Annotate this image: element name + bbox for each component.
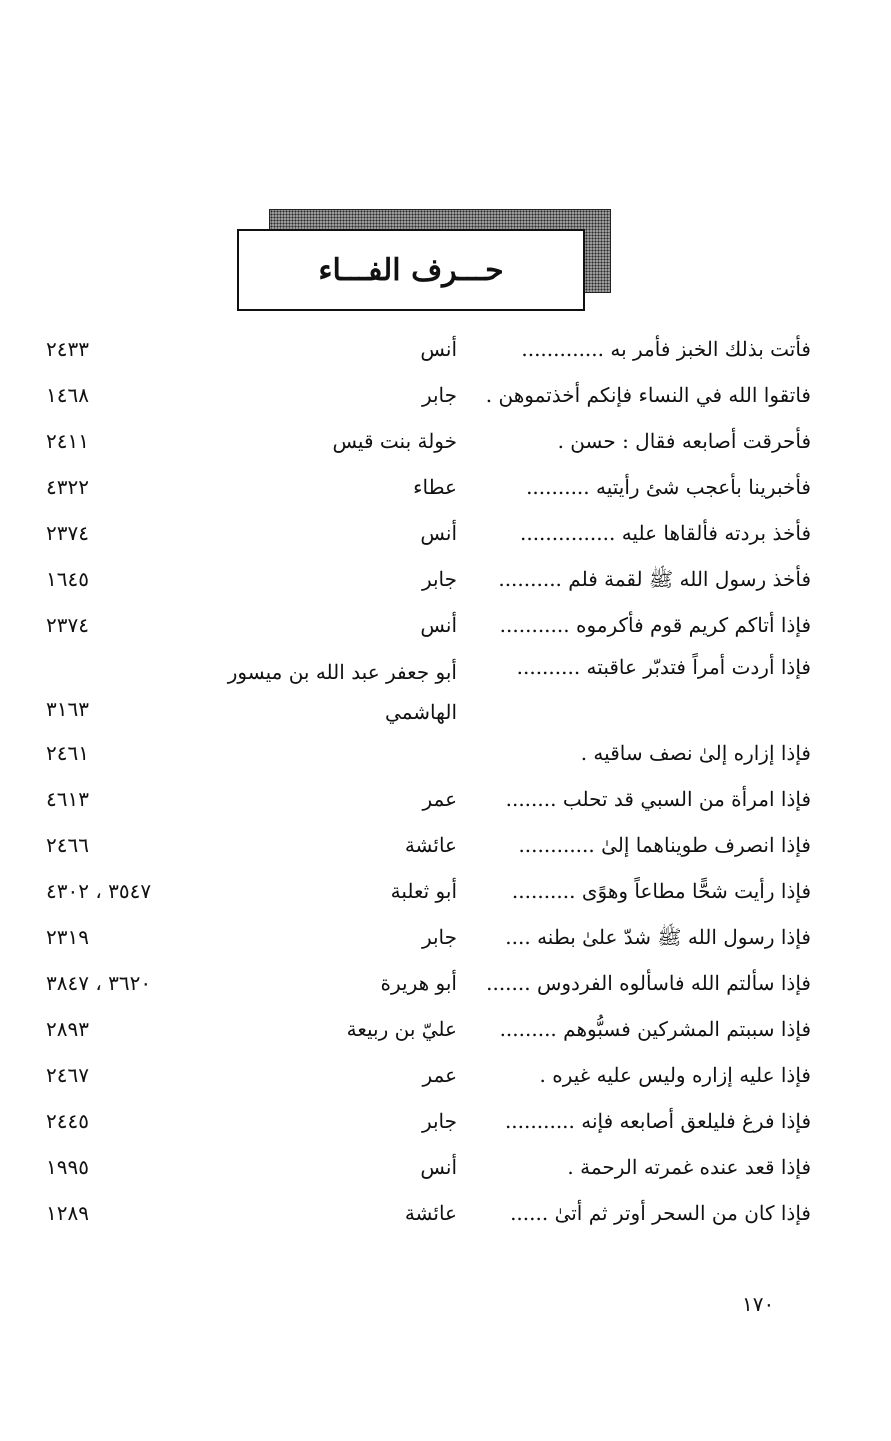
narrator: أبو هريرة	[380, 971, 457, 995]
narrator: جابر	[421, 1109, 457, 1133]
hadith-number: ٢٣١٩	[46, 925, 89, 949]
narrator: عليّ بن ربيعة	[346, 1017, 457, 1041]
narrator: أبو ثعلبة	[390, 879, 457, 903]
hadith-text: فأخذ رسول الله ﷺ لقمة فلم ..........	[498, 567, 811, 591]
narrator: أنس	[420, 521, 457, 545]
hadith-number: ٢٣٧٤	[46, 521, 89, 545]
hadith-number: ٢٤٣٣	[46, 337, 89, 361]
hadith-number: ٢٤٦٧	[46, 1063, 89, 1087]
hadith-text: فأحرقت أصابعه فقال : حسن .	[557, 429, 811, 453]
hadith-text: فأتت بذلك الخبز فأمر به .............	[521, 337, 811, 361]
hadith-text: فإذا أردت أمراً فتدبّر عاقبته ..........	[516, 655, 811, 679]
hadith-number: ٢٤٤٥	[46, 1109, 89, 1133]
hadith-text: فأخبرينا بأعجب شئ رأيتيه ..........	[526, 475, 811, 499]
narrator: خولة بنت قيس	[332, 429, 457, 453]
narrator: أنس	[420, 337, 457, 361]
hadith-text: فإذا رأيت شحًّا مطاعاً وهوًى ..........	[511, 879, 811, 903]
hadith-number: ٢٤١١	[46, 429, 89, 453]
hadith-number: ٣٦٢٠ ، ٣٨٤٧	[46, 971, 152, 995]
hadith-number: ٢٤٦٦	[46, 833, 89, 857]
hadith-number: ٤٦١٣	[46, 787, 89, 811]
hadith-number: ١٢٨٩	[46, 1201, 89, 1225]
hadith-number: ١٦٤٥	[46, 567, 89, 591]
hadith-text: فإذا عليه إزاره وليس عليه غيره .	[539, 1063, 811, 1087]
narrator: عائشة	[404, 833, 457, 857]
hadith-text: فإذا إزاره إلىٰ نصف ساقيه .	[580, 741, 811, 765]
narrator: جابر	[421, 567, 457, 591]
hadith-text: فإذا أتاكم كريم قوم فأكرموه ...........	[499, 613, 811, 637]
hadith-text: فأخذ بردته فألقاها عليه ...............	[519, 521, 811, 545]
hadith-text: فإذا رسول الله ﷺ شدّ علىٰ بطنه ....	[505, 925, 811, 949]
narrator: عمر	[422, 1063, 457, 1087]
hadith-number: ٢٣٧٤	[46, 613, 89, 637]
hadith-text: فاتقوا الله في النساء فإنكم أخذتموهن .	[485, 383, 811, 407]
hadith-text: فإذا انصرف طويناهما إلىٰ ............	[518, 833, 811, 857]
hadith-number: ٢٤٦١	[46, 741, 89, 765]
hadith-number: ١٤٦٨	[46, 383, 89, 407]
narrator: عطاء	[413, 475, 457, 499]
narrator: أبو جعفر عبد الله بن ميسور الهاشمي	[227, 660, 457, 724]
hadith-text: فإذا كان من السحر أوتر ثم أتىٰ ......	[510, 1201, 811, 1225]
hadith-number: ٣٥٤٧ ، ٤٣٠٢	[46, 879, 152, 903]
hadith-number: ٤٣٢٢	[46, 475, 89, 499]
hadith-text: فإذا فرغ فليلعق أصابعه فإنه ...........	[504, 1109, 811, 1133]
narrator: أنس	[420, 1155, 457, 1179]
hadith-text: فإذا امرأة من السبي قد تحلب ........	[505, 787, 811, 811]
narrator: عمر	[422, 787, 457, 811]
hadith-number: ٢٨٩٣	[46, 1017, 89, 1041]
hadith-text: فإذا سألتم الله فاسألوه الفردوس .......	[486, 971, 811, 995]
narrator: جابر	[421, 383, 457, 407]
hadith-text: فإذا قعد عنده غمرته الرحمة .	[567, 1155, 811, 1179]
hadith-text: فإذا سببتم المشركين فسبُّوهم .........	[499, 1017, 811, 1041]
hadith-number: ٣١٦٣	[46, 697, 89, 721]
narrator: أنس	[420, 613, 457, 637]
narrator: عائشة	[404, 1201, 457, 1225]
hadith-number: ١٩٩٥	[46, 1155, 89, 1179]
heading-title: حـــرف الفـــاء	[318, 252, 504, 288]
page-number: ١٧٠	[742, 1292, 775, 1316]
narrator: جابر	[421, 925, 457, 949]
